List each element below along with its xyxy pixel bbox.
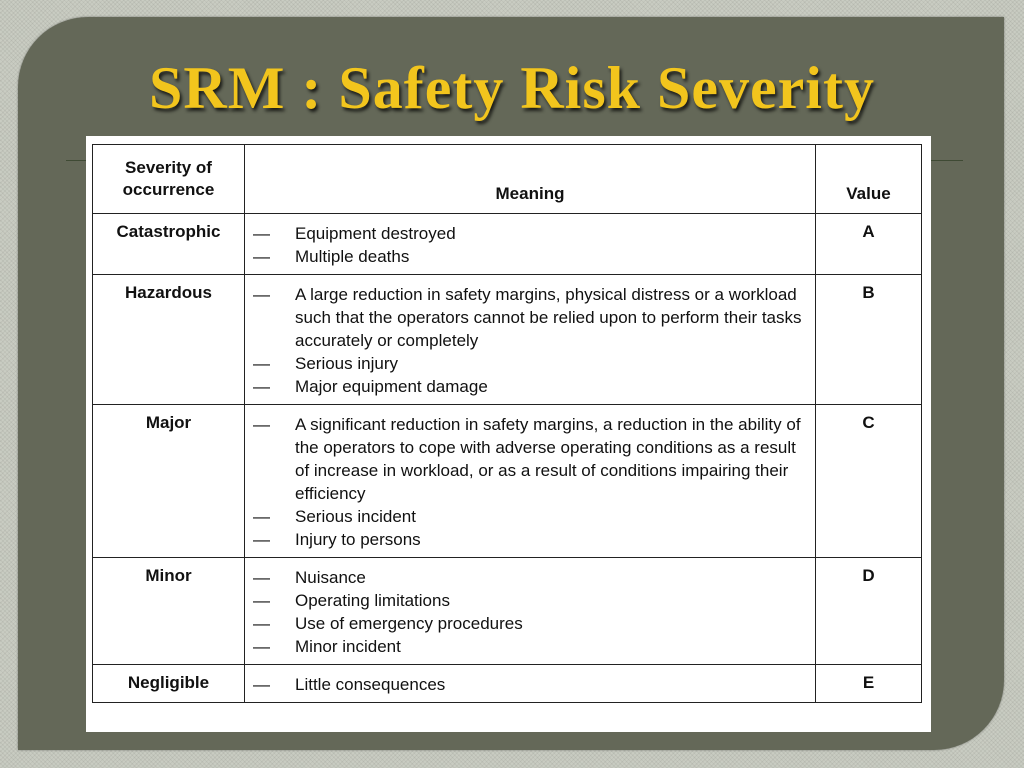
meaning-item	[253, 589, 805, 612]
severity-cell: Catastrophic	[93, 214, 245, 275]
dash-bullet: —	[253, 224, 270, 243]
value-cell: C	[816, 405, 922, 558]
meaning-text: Nuisance	[295, 568, 366, 587]
dash-bullet: —	[253, 415, 270, 434]
table-row	[93, 558, 922, 665]
meaning-cell	[245, 275, 816, 405]
meaning-item	[253, 245, 805, 268]
header-severity: Severity of occurrence	[93, 145, 245, 214]
meaning-item	[253, 352, 805, 375]
severity-table	[92, 144, 922, 703]
meaning-text: Use of emergency procedures	[295, 614, 523, 633]
value-cell: B	[816, 275, 922, 405]
dash-bullet: —	[253, 591, 270, 610]
severity-table-image	[86, 136, 931, 732]
dash-bullet: —	[253, 285, 270, 304]
meaning-text: Major equipment damage	[295, 377, 488, 396]
meaning-text: Multiple deaths	[295, 247, 410, 266]
dash-bullet: —	[253, 675, 270, 694]
meaning-item	[253, 528, 805, 551]
meaning-item	[253, 413, 805, 505]
meaning-text: Operating limitations	[295, 591, 450, 610]
meaning-text: Minor incident	[295, 637, 401, 656]
meaning-text: Serious incident	[295, 507, 416, 526]
meaning-item	[253, 566, 805, 589]
slide-title: SRM : Safety Risk Severity	[149, 55, 875, 121]
dash-bullet: —	[253, 507, 270, 526]
severity-cell: Hazardous	[93, 275, 245, 405]
meaning-text: A significant reduction in safety margins, a reduction in the ability of the operators to cope with adverse operating conditions as a result of increase in workload, or as a result of conditions impairing their efficiency	[295, 415, 801, 503]
value-cell: E	[816, 665, 922, 703]
meaning-cell	[245, 558, 816, 665]
table-row	[93, 405, 922, 558]
table-row	[93, 214, 922, 275]
meaning-text: Injury to persons	[295, 530, 421, 549]
meaning-cell	[245, 214, 816, 275]
meaning-item	[253, 673, 805, 696]
severity-cell: Minor	[93, 558, 245, 665]
title-underline-left	[66, 160, 88, 161]
header-meaning: Meaning	[245, 145, 816, 214]
meaning-item	[253, 222, 805, 245]
table-body	[93, 214, 922, 703]
severity-cell: Negligible	[93, 665, 245, 703]
value-cell: D	[816, 558, 922, 665]
meaning-text: Little consequences	[295, 675, 446, 694]
meaning-item	[253, 283, 805, 352]
severity-cell: Major	[93, 405, 245, 558]
meaning-item	[253, 612, 805, 635]
dash-bullet: —	[253, 377, 270, 396]
meaning-item	[253, 375, 805, 398]
dash-bullet: —	[253, 354, 270, 373]
dash-bullet: —	[253, 247, 270, 266]
table-row	[93, 275, 922, 405]
meaning-text: Serious injury	[295, 354, 398, 373]
dash-bullet: —	[253, 530, 270, 549]
dash-bullet: —	[253, 637, 270, 656]
table-header-row	[93, 145, 922, 214]
meaning-cell	[245, 405, 816, 558]
table-row	[93, 665, 922, 703]
value-cell: A	[816, 214, 922, 275]
meaning-item	[253, 505, 805, 528]
meaning-text: A large reduction in safety margins, physical distress or a workload such that the operators cannot be relied upon to perform their tasks accurately or completely	[295, 285, 802, 350]
meaning-text: Equipment destroyed	[295, 224, 456, 243]
meaning-item	[253, 635, 805, 658]
dash-bullet: —	[253, 568, 270, 587]
title-underline-right	[930, 160, 963, 161]
header-value: Value	[816, 145, 922, 214]
dash-bullet: —	[253, 614, 270, 633]
meaning-cell	[245, 665, 816, 703]
